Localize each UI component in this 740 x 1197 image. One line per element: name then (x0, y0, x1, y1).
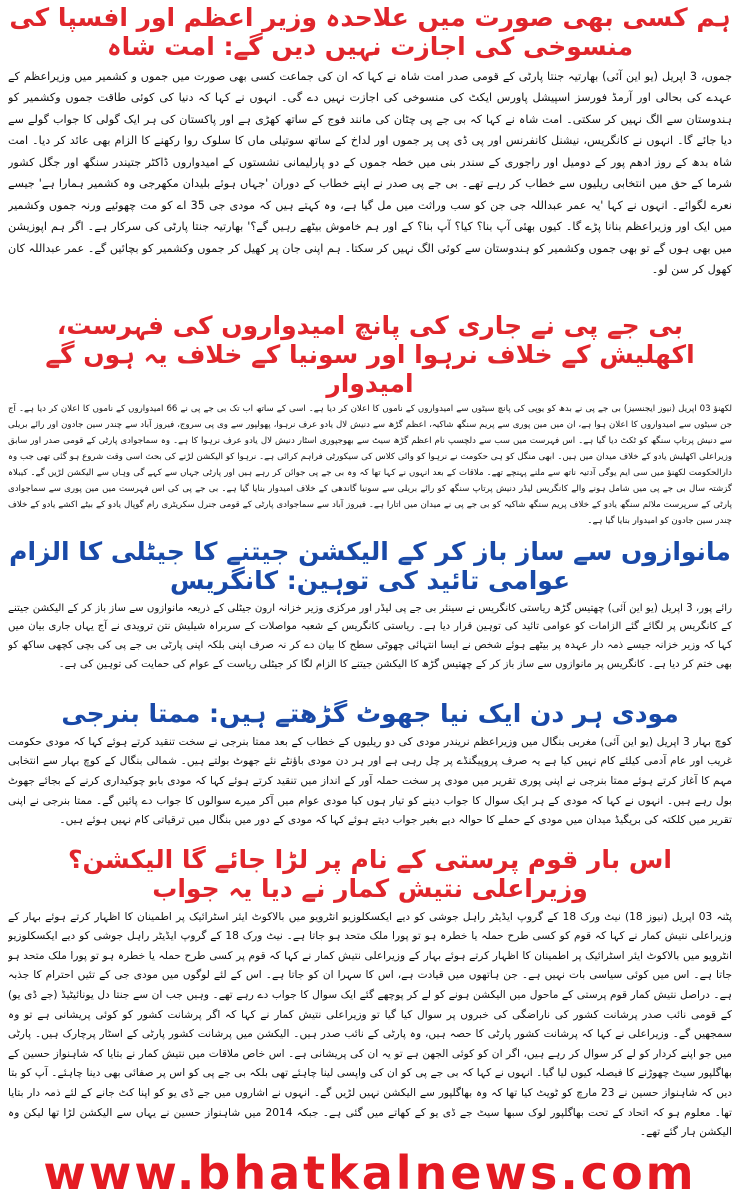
article-congress-jaitley (8, 538, 732, 688)
article-nitish (8, 846, 732, 1146)
article-amit-shah (8, 4, 732, 310)
headline: مودی ہر دن ایک نیا جھوٹ گڑھتے ہیں: ممتا بنرجی (61, 700, 679, 728)
headline: ہم کسی بھی صورت میں علاحدہ وزیر اعظم اور افسپا کی منسوخی کی اجازت نہیں دیں گے: امت شاہ (9, 4, 731, 61)
headline: اس بار قوم پرستی کے نام پر لڑا جائے گا الیکشن؟ وزیراعلی نتیش کمار نے دیا یہ جواب (68, 846, 672, 903)
article-bjp-candidates (8, 312, 732, 530)
headline: مانوازوں سے ساز باز کر کے الیکشن جیتنے کا جیٹلی کا الزام عوامی تائید کی توہین: کانگریس (9, 538, 731, 595)
article-body: پٹنہ 03 اپریل (نیوز 18) نیٹ ورک 18 کے گروپ ایڈیٹر راہل جوشی کو دیے ایکسکلوزیو انٹرویو میں بالاکوٹ ایئر اسٹرائیک پر اطمینان کا اظہار کرتے ہوئے بہار کے وزیراعلی نتیش کمار نے کہا کہ قوم کو کسی طرح حملہ یا خطرہ ہو تو پورا ملک متحد ہو جاتا ہے۔ نیٹ ورک 18 کے گروپ ایڈیٹر راہل جوشی کو دیے ایکسکلوزیو انٹرویو میں بالاکوٹ ایئر اسٹرائیک پر اطمینان کا اظہار کرتے ہوئے بہار کے وزیراعلی نتیش کمار نے کہا کہ قوم پر کسی طرح حملہ یا خطرہ ہو تو پورا ملک متحد ہو جاتا ہے۔ اس میں کوئی سیاسی بات نہیں ہے۔ جن ہاتھوں میں قیادت ہے، اس کا سہرا ان کو جاتا ہے۔ اس کے لئے لوگوں میں مودی جی کے تئیں احترام کا جذبہ ہے۔ دراصل نتیش کمار قوم پرستی کے ماحول میں الیکشن ہونے کو لے کر پوچھے گئے ایک سوال کا جواب دے رہے تھے۔ وہیں جب ان سے جنتا دل یونائیٹیڈ (جے ڈی یو) کے قومی نائب صدر پرشانت کشور کی ناراضگی کی خبروں پر سوال کیا گیا تو وزیراعلی نتیش کمار نے کہا کہ اگر پرشانت کشور کو کوئی پریشانی ہے تو وہ سمجھیں گے۔ وزیراعلی نے کہا کہ پرشانت کشور پارٹی کا حصہ ہیں، وہ پارٹی کے نائب صدر ہیں۔ الیکشن میں پرشانت کشور پارٹی کے اسٹار پرچارک ہیں۔ پارٹی میں جو اپنے کردار کو لے کر سوال کر رہے ہیں، اگر ان کو کوئی الجھن ہے تو یہ ان کی پریشانی ہے۔ اس خاص ملاقات میں نتیش کمار نے بتایا کہ شاہنواز حسین کے بھاگلپور سیٹ چھوڑنے کا فیصلہ کیوں لیا گیا۔ انہوں نے کہا کہ بی جے پی کو ان کی واپسی لینا چاہئے تھی بلکہ بی جے پی کو اس پر صفائی بھی دینا چاہئے۔ آپ کو بتا دیں کہ شاہنواز حسین نے 23 مارچ کو ٹویٹ کیا تھا کہ وہ بھاگلپور سے الیکشن نہیں لڑیں گے۔ انہوں نے اشاروں میں جے ڈی یو کو اپنا کٹ جانے کے لئے ذمہ دار بتایا تھا۔ معلوم ہو کہ اتحاد کے تحت بھاگلپور لوک سبھا سیٹ جے ڈی یو کے کھاتے میں گئی ہے۔ جبکہ 2014 میں شاہنواز حسین نے یہاں سے الیکشن لڑا تھا لیکن وہ الیکشن ہار گئے تھے۔ (8, 910, 732, 1139)
article-body: کوچ بہار 3 اپریل (یو این آئی) مغربی بنگال میں وزیراعظم نریندر مودی کی دو ریلیوں کے خطاب کے بعد ممتا بنرجی نے سخت تنقید کرتے ہوئے کہا کہ مودی حکومت غریب اور عام آدمی کیلئے کام نہیں کیا ہے یہ صرف پروپیگنڈے پر چل رہی ہے اور ہر دن مودی باؤنٹے نئے جھوٹ بولتے ہیں۔ شمالی بنگال کے کوچ بہار سے انتخابی مہم کا آغاز کرتے ہوئے ممتا بنرجی نے اپنی پوری تقریر میں مودی پر سخت حملہ آور کے انداز میں تنقید کرتے ہوئے کہا کہ مودی بابو چوکیداری کرنے کے بجائے جھوٹ بول رہے ہیں۔ انہوں نے کہا کہ مودی کے ہر ایک سوال کا جواب دینے کو تیار ہوں کیا مودی عوام میں آکر میرے سوالوں کا جواب دے پائیں گے۔ ممتا بنرجی نے اپنی تقریر میں کلکتہ کی بریگیڈ میدان میں مودی کے حملے کا حوالہ دیے بغیر جواب دیتے ہوئے کہا کہ مودی کے دور میں بنگال میں ترقیاتی کام نہیں ہوئے ہیں۔ (8, 735, 732, 827)
article-body: لکھنؤ 03 اپریل (نیوز ایجنسیز) بی جے پی نے بدھ کو یوپی کی پانچ سیٹوں سے امیدواروں کے ناموں کا اعلان کر دیا ہے۔ اسی کے ساتھ اب تک بی جے پی نے 66 امیدواروں کے ناموں کا اعلان کر دیا ہے۔ آج جن سیٹوں سے امیدواروں کا اعلان ہوا ہے، ان میں مین پوری سے پریم سنگھ شاکیہ، اعظم گڑھ سے دنیش لال یادو عرف نرہوا، پھولپور سے وی پی سروج، فیروز آباد سے چندر سین جادون اور رائے بریلی سے دنیش پرتاپ سنگھ کو ٹکٹ دیا گیا ہے۔ اس فہرست میں سب سے دلچسپ نام اعظم گڑھ سیٹ سے بھوجپوری اسٹار دنیش لال یادو عرف نرہوا کا ہے۔ وہ سماجوادی پارٹی کے قومی صدر اور سابق وزیراعلی اکھلیش یادو کے خلاف میدان میں ہیں۔ ابھی منگل کو ہی حکومت نے نرہوا کو وائی کلاس کی سیکورٹی فراہم کرائی ہے۔ نرہوا کو الیکشن لڑنے کی بحث اسی وقت شروع ہو گئی تھی جب وہ دارالحکومت لکھنؤ میں سی ایم یوگی آدتیہ ناتھ سے ملنے پہنچے تھے۔ ملاقات کے بعد انہوں نے کہا تھا کہ وہ بی جے پی جوائن کر رہے ہیں اور پارٹی جہاں سے کہے گی وہاں سے الیکشن لڑیں گے۔ کیبلاہ گزشتہ سال بی جے پی میں شامل ہونے والے کانگریس لیڈر دنیش پرتاپ سنگھ کو رائے بریلی سے سونیا گاندھی کے خلاف امیدوار بنایا گیا ہے۔ بی جے پی کی اس فہرست میں مین پوری سے سماجوادی پارٹی کے سرپرست ملائم سنگھ یادو کے خلاف پریم سنگھ شاکیہ کو بی جے پی نے میدان میں اتارا ہے۔ فیروز آباد سے سماجوادی پارٹی کے قومی جنرل سکریٹری رام گوپال یادو کے بیٹے اکشے یادو کے خلاف چندر سین جادون کو امیدوار بنایا گیا ہے۔ (8, 404, 732, 526)
headline: بی جے پی نے جاری کی پانچ امیدواروں کی فہرست، اکھلیش کے خلاف نرہوا اور سونیا کے خلاف یہ ہوں گے امیدوار (45, 312, 695, 398)
article-mamata (8, 700, 732, 840)
article-body: رائے پور، 3 اپریل (یو این آئی) چھتیس گڑھ ریاستی کانگریس نے سینئر بی جے پی لیڈر اور مرکزی وزیر خزانہ ارون جیٹلی کے ذریعہ مانوازوں سے ساز باز کر کے الیکشن جیتنے کے کانگریس پر لگائے گئے الزامات کو عوامی تائید کی توہین قرار دیا ہے۔ ریاستی کانگریس کے شعبہ مواصلات کے سربراہ شیلیش نتن ترویدی نے آج یہاں جاری بیان میں کہا کہ وزیر خزانہ جیسے ذمہ دار عہدہ پر بیٹھے ہوئے شخص نے ایسا انتہائی چھوٹی سطح کا بیان دے کر نہ صرف اپنی بلکہ اپنی پارٹی بی جے پی کی بچی کچھی ساکھ کو بھی ختم کر دیا ہے۔ کانگریس پر مانوازوں سے ساز باز کر کے چھتیس گڑھ کا الیکشن جیتنے کا الزام لگا کر جیٹلی ریاست کے عوام کی حمایت کی توہین کی ہے۔ (8, 602, 732, 671)
article-body: جموں، 3 اپریل (یو این آئی) بھارتیہ جنتا پارٹی کے قومی صدر امت شاہ نے کہا کہ ان کی جماعت کسی بھی صورت میں جموں و کشمیر میں وزیراعظم کے عہدے کی بحالی اور آرمڈ فورسز اسپیشل پاورس ایکٹ کی منسوخی کی اجازت نہیں دے گی۔ انہوں نے کہا کہ دنیا کی کوئی طاقت جموں وکشمیر کو ہندوستان سے الگ نہیں کر سکتی۔ امت شاہ نے کہا کہ بی جے پی چٹان کی مانند فوج کے ساتھ کھڑی ہے اور پاکستان کی ہر ایک گولی کا جواب گولے سے دیا جائے گا۔ انہوں نے کانگریس، نیشنل کانفرنس اور پی ڈی پی پر جموں اور لداخ کے ساتھ سوتیلی ماں کا سلوک روا رکھنے کا الزام بھی عائد کر دیا۔ امت شاہ بدھ کے روز ادھم پور کے دومیل اور راجوری کے سندر بنی میں خطہ جموں کے دو پارلیمانی نشستوں کے امیدواروں ڈاکٹر جتیندر سنگھ اور جگل کشور شرما کے حق میں انتخابی ریلیوں سے خطاب کر رہے تھے۔ بی جے پی صدر نے اپنے خطاب کے دوران 'جہاں ہوئے بلیدان مکھرجی وہ کشمیر ہمارا ہے' جیسے نعرے لگوائے۔ انہوں نے کہا 'یہ عمر عبداللہ جی جن کو سب وراثت میں مل گیا ہے، وہ کہتے ہیں کہ مودی جی 35 اے کو مت چھوئیے ورنہ جموں وکشمیر میں ایک اور وزیراعظم بنانا پڑے گا۔ کیوں بھئی آپ بنا؟ کیا؟ آپ بنا؟ کے اور ہم خاموش بیٹھے رہیں گے؟' بھارتیہ جنتا پارٹی کی سرکار ہے۔ اگر ہم اپوزیشن میں بھی ہوں گے تو بھی جموں وکشمیر کو ہندوستان سے کوئی الگ نہیں کر سکتا۔ ہم اپنی جان پر کھیل کر جموں وکشمیر کو بچائیں گے۔ عمر عبداللہ کان کھول کر سن لو۔ (8, 69, 732, 276)
site-watermark: www.bhatkalnews.com (43, 1146, 697, 1197)
